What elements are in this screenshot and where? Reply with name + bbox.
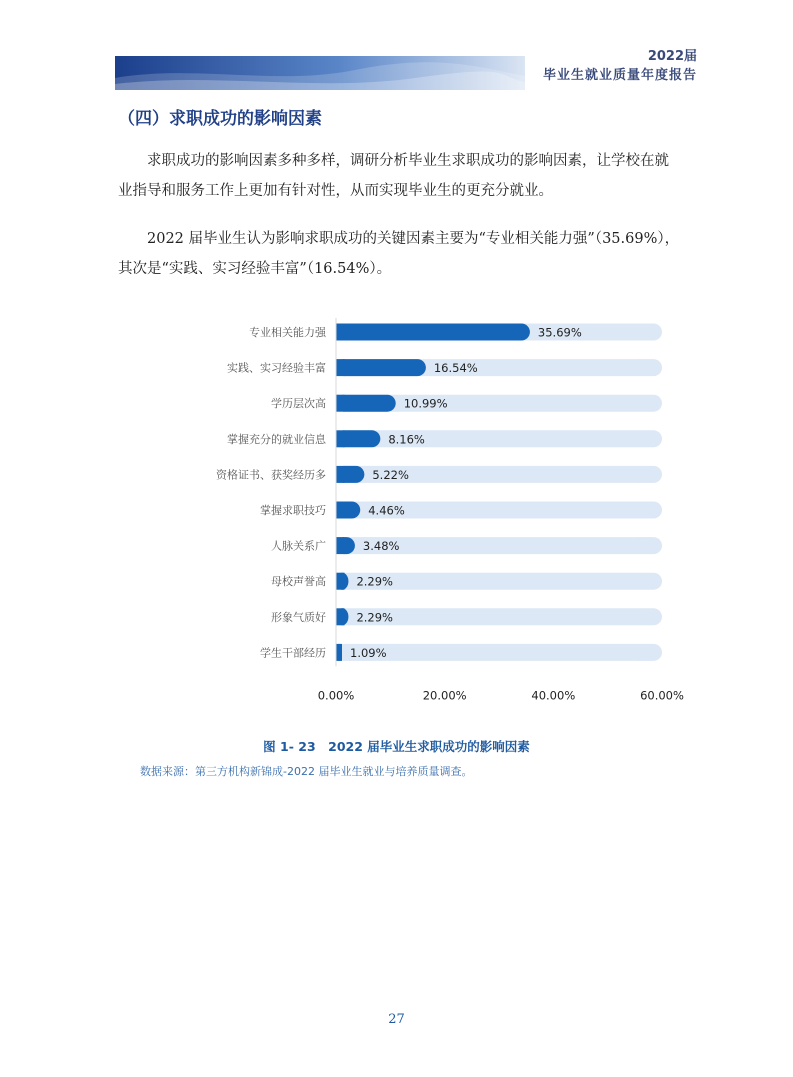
- bar-left-edge: [336, 502, 345, 519]
- bar-left-edge: [336, 324, 345, 341]
- data-label: 2.29%: [356, 574, 393, 589]
- data-label: 1.09%: [350, 645, 387, 660]
- bar-left-edge: [336, 644, 342, 661]
- category-label: 人脉关系广: [271, 539, 326, 553]
- data-label: 5.22%: [372, 467, 409, 482]
- bar-1: [336, 324, 530, 341]
- bar-left-edge: [336, 359, 345, 376]
- data-label: 4.46%: [368, 503, 405, 518]
- category-label: 实践、实习经验丰富: [227, 361, 326, 375]
- bar-left-edge: [336, 466, 345, 483]
- data-label: 3.48%: [362, 539, 400, 554]
- factor-bar-chart: [150, 310, 710, 710]
- figure-source: 数据来源：第三方机构新锦成-2022 届毕业生就业与培养质量调查。: [140, 765, 473, 778]
- data-label: 2.29%: [356, 610, 393, 625]
- data-label: 16.54%: [433, 361, 478, 376]
- bar-left-edge: [336, 537, 345, 554]
- category-label: 形象气质好: [271, 610, 326, 624]
- header-year: 2022届: [647, 49, 697, 64]
- header-banner: [115, 56, 525, 90]
- data-label: 8.16%: [388, 432, 425, 447]
- category-label: 母校声誉高: [271, 575, 326, 589]
- figure-caption: 图 1- 23 2022 届毕业生求职成功的影响因素: [263, 739, 530, 754]
- bar-track: [336, 430, 662, 447]
- bar-2: [336, 359, 426, 376]
- section-title: （四）求职成功的影响因素: [118, 109, 322, 129]
- data-label: 35.69%: [537, 325, 582, 340]
- x-tick-label: 0.00%: [317, 688, 355, 703]
- paragraph-intro: 求职成功的影响因素多种多样，调研分析毕业生求职成功的影响因素，让学校在就业指导和服务工作上更加有针对性，从而实现毕业生的更充分就业。: [118, 153, 669, 199]
- x-tick-label: 40.00%: [531, 688, 576, 703]
- x-tick-label: 20.00%: [422, 688, 467, 703]
- bar-left-edge: [336, 395, 345, 412]
- category-label: 学历层次高: [271, 397, 326, 411]
- category-label: 掌握求职技巧: [260, 504, 326, 517]
- bar-left-edge: [336, 430, 345, 447]
- bar-left-edge: [336, 608, 345, 625]
- bar-left-edge: [336, 573, 345, 590]
- x-tick-label: 60.00%: [640, 688, 684, 703]
- bar-3: [336, 395, 396, 412]
- paragraph-summary: 2022 届毕业生认为影响求职成功的关键因素主要为“专业相关能力强”（35.69%），其次是“实践、实习经验丰富”（16.54%）。: [118, 231, 680, 277]
- category-label: 资格证书、获奖经历多: [216, 468, 326, 482]
- category-label: 掌握充分的就业信息: [227, 432, 326, 446]
- header-report-title: 毕业生就业质量年度报告: [542, 68, 697, 83]
- category-label: 专业相关能力强: [249, 326, 326, 339]
- report-header: [543, 48, 697, 86]
- data-label: 10.99%: [403, 396, 448, 411]
- page-number: 27: [388, 1012, 405, 1027]
- category-label: 学生干部经历: [260, 646, 326, 660]
